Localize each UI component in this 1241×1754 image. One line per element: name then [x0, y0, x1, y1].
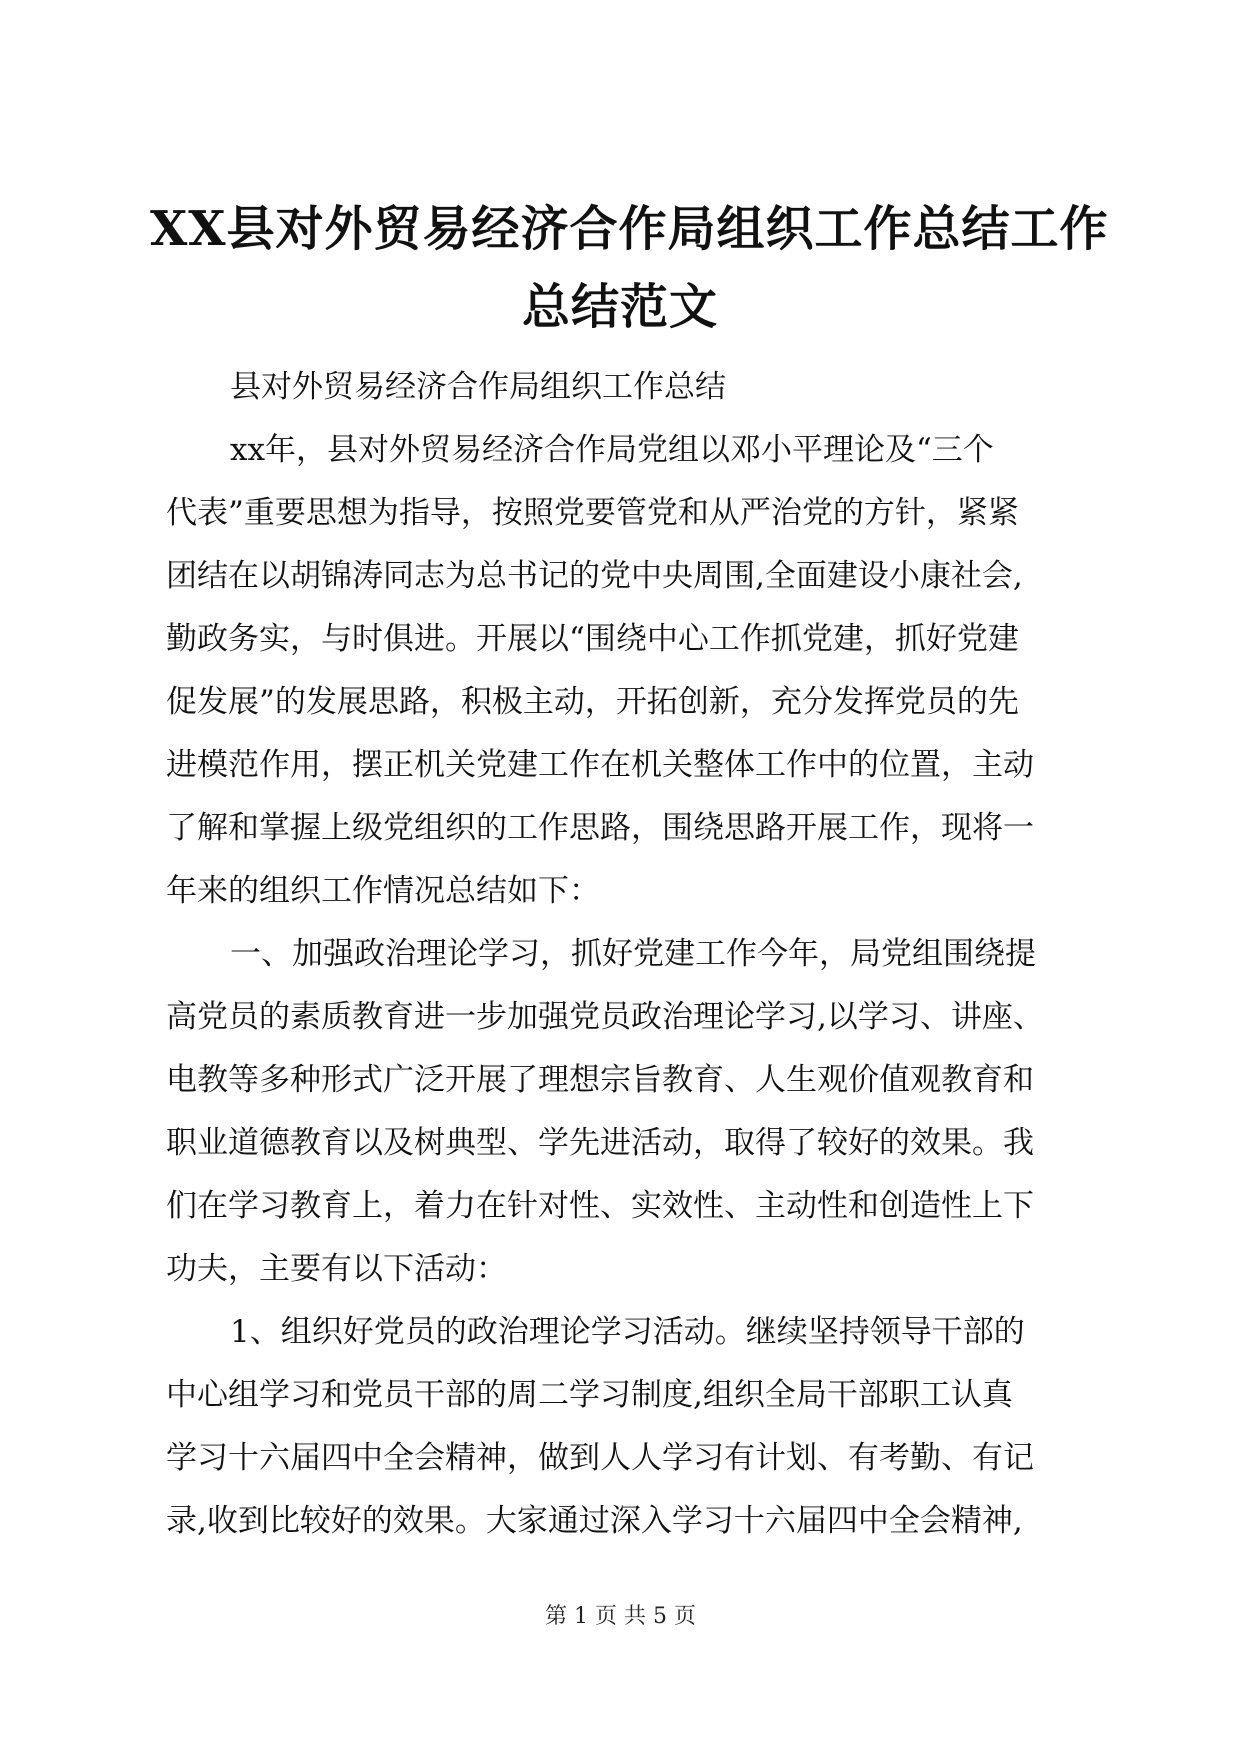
text-line: 高党员的素质教育进一步加强党员政治理论学习,以学习、讲座、 — [166, 999, 1044, 1035]
text-line: 勤政务实，与时俱进。开展以“围绕中心工作抓党建，抓好党建 — [166, 621, 1019, 657]
paragraph-section-one — [166, 923, 1086, 1301]
text-line: 职业道德教育以及树典型、学先进活动，取得了较好的效果。我 — [166, 1125, 1034, 1161]
text-line: 了解和掌握上级党组织的工作思路，围绕思路开展工作，现将一 — [166, 810, 1034, 846]
title-line: 总结范文 — [521, 279, 718, 335]
text-line: 中心组学习和党员干部的周二学习制度,组织全局干部职工认真 — [166, 1377, 1013, 1413]
page-number-footer: 第 1 页 共 5 页 — [545, 1604, 696, 1629]
document-title — [150, 190, 1109, 346]
text-line: 促发展”的发展思路，积极主动，开拓创新，充分发挥党员的先 — [166, 684, 1019, 720]
document-body — [166, 356, 1086, 1553]
text-line: 录,收到比较好的效果。大家通过深入学习十六届四中全会精神, — [166, 1503, 1023, 1539]
text-line: 电教等多种形式广泛开展了理想宗旨教育、人生观价值观教育和 — [166, 1062, 1034, 1098]
text-line: 们在学习教育上，着力在针对性、实效性、主动性和创造性上下 — [166, 1188, 1034, 1224]
text-line: 代表”重要思想为指导，按照党要管党和从严治党的方针，紧紧 — [166, 495, 1019, 531]
text-line: 进模范作用，摆正机关党建工作在机关整体工作中的位置，主动 — [166, 747, 1034, 783]
text-line: 1、组织好党员的政治理论学习活动。继续坚持领导干部的 — [230, 1314, 1025, 1350]
text-line: 年来的组织工作情况总结如下： — [166, 873, 600, 909]
paragraph-intro — [166, 419, 1086, 923]
text-line: xx年，县对外贸易经济合作局党组以邓小平理论及“三个 — [230, 432, 994, 468]
text-line: 县对外贸易经济合作局组织工作总结 — [230, 369, 726, 405]
text-line: 学习十六届四中全会精神，做到人人学习有计划、有考勤、有记 — [166, 1440, 1034, 1476]
text-line: 一、加强政治理论学习，抓好党建工作今年，局党组围绕提 — [230, 936, 1036, 972]
paragraph-subtitle — [166, 356, 1086, 419]
text-line: 功夫，主要有以下活动： — [166, 1251, 507, 1287]
title-line: XX县对外贸易经济合作局组织工作总结工作 — [150, 201, 1109, 257]
text-line: 团结在以胡锦涛同志为总书记的党中央周围,全面建设小康社会, — [166, 558, 1023, 594]
paragraph-item-one — [166, 1301, 1086, 1553]
